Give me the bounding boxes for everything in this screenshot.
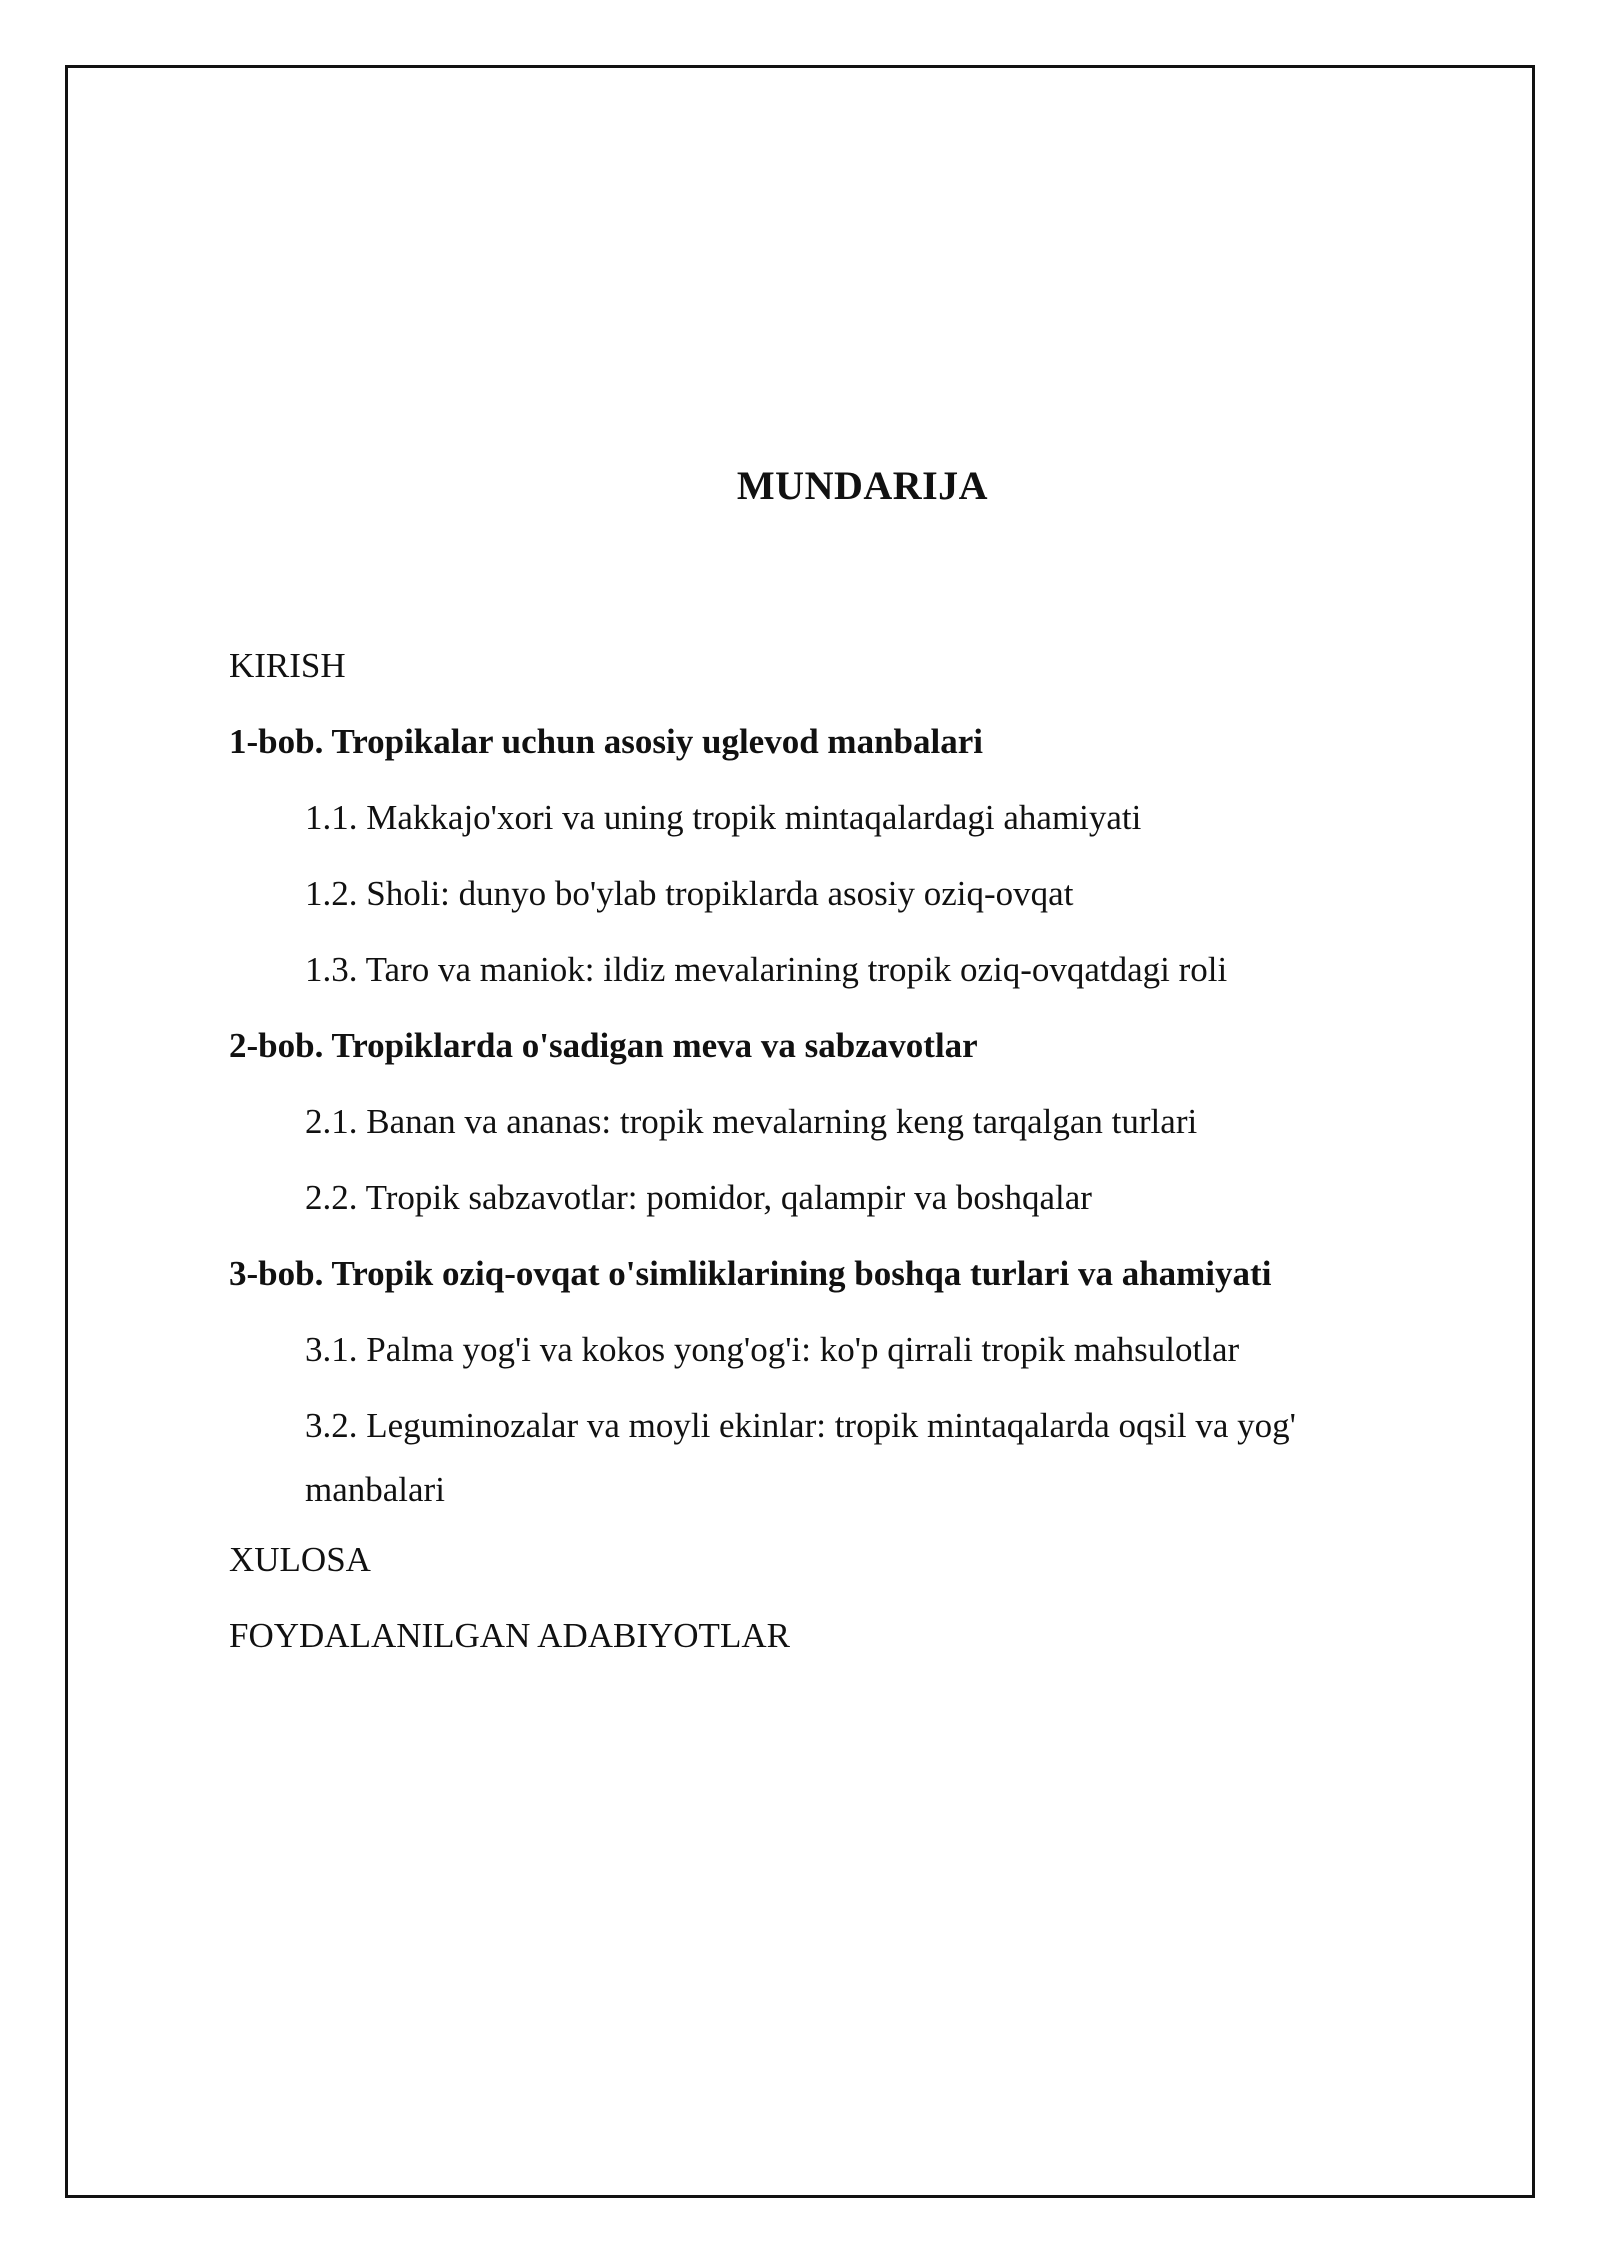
toc-section-1-3: 1.3. Taro va maniok: ildiz mevalarining tropik oziq-ovqatdagi roli [305,950,1228,989]
toc-section-2-1: 2.1. Banan va ananas: tropik mevalarning keng tarqalgan turlari [305,1102,1198,1141]
toc-section-1-2: 1.2. Sholi: dunyo bo'ylab tropiklarda asosiy oziq-ovqat [305,874,1074,913]
toc-entry-conclusion: XULOSA [229,1540,371,1579]
toc-chapter-3: 3-bob. Tropik oziq-ovqat o'simliklarining boshqa turlari va ahamiyati [229,1254,1272,1293]
toc-section-3-2: 3.2. Leguminozalar va moyli ekinlar: tropik mintaqalarda oqsil va yog' manbalari [305,1406,1296,1509]
toc-section-1-1: 1.1. Makkajo'xori va uning tropik mintaqalardagi ahamiyati [305,798,1142,837]
toc-entry-introduction: KIRISH [229,646,346,685]
toc-section-3-1: 3.1. Palma yog'i va kokos yong'og'i: ko'p qirrali tropik mahsulotlar [305,1330,1240,1369]
toc-section-2-2: 2.2. Tropik sabzavotlar: pomidor, qalampir va boshqalar [305,1178,1092,1217]
toc-chapter-1: 1-bob. Tropikalar uchun asosiy uglevod manbalari [229,722,984,761]
toc-chapter-2: 2-bob. Tropiklarda o'sadigan meva va sabzavotlar [229,1026,978,1065]
page-title: MUNDARIJA [736,463,989,508]
toc-entry-references: FOYDALANILGAN ADABIYOTLAR [229,1616,790,1655]
table-of-contents [229,640,1399,1686]
